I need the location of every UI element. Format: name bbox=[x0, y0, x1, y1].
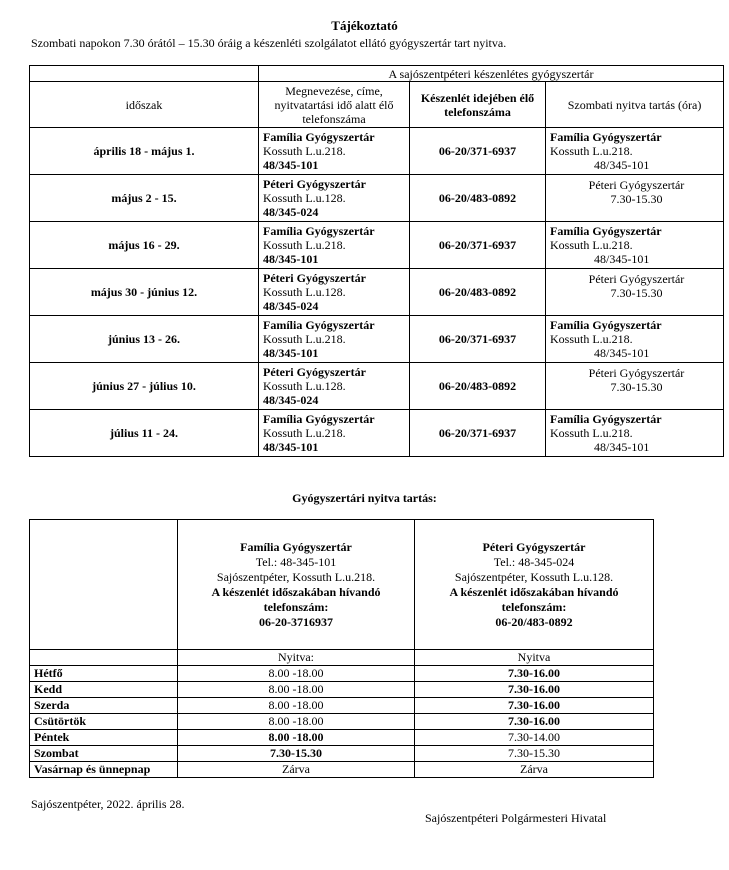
group-header: A sajószentpéteri készenlétes gyógyszertár bbox=[259, 66, 724, 82]
day-row bbox=[30, 762, 654, 778]
period-cell: május 30 - június 12. bbox=[30, 269, 259, 316]
familia-hours: 8.00 -18.00 bbox=[178, 682, 415, 698]
period-cell: június 27 - július 10. bbox=[30, 363, 259, 410]
day-row bbox=[30, 714, 654, 730]
schedule-row bbox=[30, 363, 724, 410]
day-name: Vasárnap és ünnepnap bbox=[30, 762, 178, 778]
day-row bbox=[30, 730, 654, 746]
period-cell: július 11 - 24. bbox=[30, 410, 259, 457]
saturday-cell bbox=[546, 128, 724, 175]
pharmacy-peteri-info bbox=[415, 520, 654, 650]
pharmacy-name: Péteri Gyógyszertár bbox=[263, 177, 366, 191]
pharmacy-name: Péteri Gyógyszertár bbox=[263, 271, 366, 285]
schedule-row bbox=[30, 128, 724, 175]
saturday-cell bbox=[546, 175, 724, 222]
pharmacy-name: Família Gyógyszertár bbox=[263, 318, 375, 332]
familia-hours: 7.30-15.30 bbox=[178, 746, 415, 762]
pharmacy-peteri-note: A készenlét időszakában hívandó telefonszám: bbox=[449, 584, 619, 614]
familia-hours: 8.00 -18.00 bbox=[178, 714, 415, 730]
saturday-pharmacy-name: Péteri Gyógyszertár bbox=[588, 178, 685, 192]
peteri-hours: 7.30-15.30 bbox=[415, 746, 654, 762]
place-date: Sajószentpéter, 2022. április 28. bbox=[31, 797, 185, 811]
pharmacy-cell bbox=[259, 410, 410, 457]
saturday-pharmacy-address: Kossuth L.u.218. bbox=[550, 238, 633, 252]
day-row bbox=[30, 698, 654, 714]
period-cell: május 2 - 15. bbox=[30, 175, 259, 222]
familia-hours: 8.00 -18.00 bbox=[178, 730, 415, 746]
peteri-hours: 7.30-16.00 bbox=[415, 714, 654, 730]
open-label-peteri: Nyitva bbox=[415, 650, 654, 666]
saturday-hours: 7.30-15.30 bbox=[610, 192, 663, 206]
saturday-cell bbox=[546, 269, 724, 316]
saturday-pharmacy-address: Kossuth L.u.218. bbox=[550, 426, 633, 440]
pharmacy-familia-address: Sajószentpéter, Kossuth L.u.218. bbox=[216, 569, 376, 584]
schedule-row bbox=[30, 175, 724, 222]
pharmacy-familia-info bbox=[178, 520, 415, 650]
pharmacy-tel: 48/345-101 bbox=[263, 346, 319, 360]
schedule-row bbox=[30, 222, 724, 269]
period-cell: június 13 - 26. bbox=[30, 316, 259, 363]
pharmacy-familia-name: Família Gyógyszertár bbox=[240, 539, 352, 554]
saturday-pharmacy-tel: 48/345-101 bbox=[594, 346, 650, 360]
saturday-pharmacy-tel: 48/345-101 bbox=[594, 252, 650, 266]
saturday-pharmacy-name: Família Gyógyszertár bbox=[550, 412, 662, 426]
opening-subtitle: Gyógyszertári nyitva tartás: bbox=[292, 491, 437, 505]
pharmacy-tel: 48/345-101 bbox=[263, 252, 319, 266]
familia-hours: 8.00 -18.00 bbox=[178, 666, 415, 682]
schedule-row bbox=[30, 410, 724, 457]
day-name: Csütörtök bbox=[30, 714, 178, 730]
period-cell: április 18 - május 1. bbox=[30, 128, 259, 175]
document-title: Tájékoztató bbox=[331, 18, 398, 33]
saturday-pharmacy-name: Péteri Gyógyszertár bbox=[588, 366, 685, 380]
duty-phone-cell: 06-20/371-6937 bbox=[410, 410, 546, 457]
pharmacy-address: Kossuth L.u.218. bbox=[263, 238, 346, 252]
saturday-pharmacy-name: Família Gyógyszertár bbox=[550, 318, 662, 332]
open-label-empty bbox=[30, 650, 178, 666]
saturday-pharmacy-tel: 48/345-101 bbox=[594, 158, 650, 172]
open-label-familia: Nyitva: bbox=[178, 650, 415, 666]
pharmacy-name: Péteri Gyógyszertár bbox=[263, 365, 366, 379]
schedule-row bbox=[30, 316, 724, 363]
day-name: Szombat bbox=[30, 746, 178, 762]
header-name: Megnevezése, címe, nyitvatartási idő alatt élő telefonszáma bbox=[259, 82, 410, 128]
peteri-hours: 7.30-16.00 bbox=[415, 682, 654, 698]
header-period: időszak bbox=[30, 82, 259, 128]
day-name: Hétfő bbox=[30, 666, 178, 682]
duty-phone-cell: 06-20/483-0892 bbox=[410, 269, 546, 316]
pharmacy-peteri-phone: 06-20/483-0892 bbox=[495, 614, 573, 629]
pharmacy-tel: 48/345-024 bbox=[263, 393, 319, 407]
day-name: Péntek bbox=[30, 730, 178, 746]
intro-text: Szombati napokon 7.30 órától – 15.30 óráig a készenléti szolgálatot ellátó gyógyszertár tart nyitva. bbox=[31, 36, 507, 50]
peteri-hours: 7.30-16.00 bbox=[415, 698, 654, 714]
pharmacy-tel: 48/345-024 bbox=[263, 205, 319, 219]
day-row bbox=[30, 666, 654, 682]
pharmacy-tel: 48/345-024 bbox=[263, 299, 319, 313]
saturday-hours: 7.30-15.30 bbox=[610, 286, 663, 300]
pharmacy-peteri-tel: Tel.: 48-345-024 bbox=[493, 554, 575, 569]
pharmacy-address: Kossuth L.u.128. bbox=[263, 379, 346, 393]
schedule-row bbox=[30, 269, 724, 316]
pharmacy-address: Kossuth L.u.218. bbox=[263, 144, 346, 158]
pharmacy-familia-tel: Tel.: 48-345-101 bbox=[255, 554, 337, 569]
pharmacy-cell bbox=[259, 316, 410, 363]
saturday-cell bbox=[546, 410, 724, 457]
saturday-pharmacy-tel: 48/345-101 bbox=[594, 440, 650, 454]
pharmacy-familia-phone: 06-20-3716937 bbox=[259, 614, 333, 629]
day-name: Kedd bbox=[30, 682, 178, 698]
header-phone: Készenlét idejében élő telefonszáma bbox=[410, 82, 546, 128]
peteri-hours: Zárva bbox=[415, 762, 654, 778]
saturday-pharmacy-address: Kossuth L.u.218. bbox=[550, 332, 633, 346]
pharmacy-cell bbox=[259, 269, 410, 316]
saturday-cell bbox=[546, 363, 724, 410]
empty-corner-cell bbox=[30, 520, 178, 650]
pharmacy-address: Kossuth L.u.218. bbox=[263, 332, 346, 346]
pharmacy-familia-note: A készenlét időszakában hívandó telefonszám: bbox=[211, 584, 381, 614]
saturday-pharmacy-name: Família Gyógyszertár bbox=[550, 224, 662, 238]
saturday-pharmacy-name: Péteri Gyógyszertár bbox=[588, 272, 685, 286]
duty-phone-cell: 06-20/371-6937 bbox=[410, 128, 546, 175]
pharmacy-tel: 48/345-101 bbox=[263, 440, 319, 454]
pharmacy-peteri-name: Péteri Gyógyszertár bbox=[482, 539, 586, 554]
pharmacy-cell bbox=[259, 175, 410, 222]
empty-header-cell bbox=[30, 66, 259, 82]
pharmacy-peteri-address: Sajószentpéter, Kossuth L.u.128. bbox=[454, 569, 614, 584]
saturday-cell bbox=[546, 316, 724, 363]
pharmacy-address: Kossuth L.u.218. bbox=[263, 426, 346, 440]
saturday-pharmacy-address: Kossuth L.u.218. bbox=[550, 144, 633, 158]
duty-schedule-table bbox=[29, 65, 724, 457]
saturday-hours: 7.30-15.30 bbox=[610, 380, 663, 394]
saturday-pharmacy-name: Família Gyógyszertár bbox=[550, 130, 662, 144]
peteri-hours: 7.30-16.00 bbox=[415, 666, 654, 682]
opening-hours-table bbox=[29, 519, 654, 778]
saturday-cell bbox=[546, 222, 724, 269]
issuer: Sajószentpéteri Polgármesteri Hivatal bbox=[425, 811, 607, 825]
duty-phone-cell: 06-20/483-0892 bbox=[410, 175, 546, 222]
day-name: Szerda bbox=[30, 698, 178, 714]
pharmacy-name: Família Gyógyszertár bbox=[263, 412, 375, 426]
pharmacy-name: Família Gyógyszertár bbox=[263, 224, 375, 238]
duty-phone-cell: 06-20/371-6937 bbox=[410, 316, 546, 363]
peteri-hours: 7.30-14.00 bbox=[415, 730, 654, 746]
familia-hours: Zárva bbox=[178, 762, 415, 778]
pharmacy-address: Kossuth L.u.128. bbox=[263, 191, 346, 205]
day-row bbox=[30, 682, 654, 698]
period-cell: május 16 - 29. bbox=[30, 222, 259, 269]
pharmacy-name: Família Gyógyszertár bbox=[263, 130, 375, 144]
duty-phone-cell: 06-20/371-6937 bbox=[410, 222, 546, 269]
pharmacy-address: Kossuth L.u.128. bbox=[263, 285, 346, 299]
day-row bbox=[30, 746, 654, 762]
duty-phone-cell: 06-20/483-0892 bbox=[410, 363, 546, 410]
pharmacy-tel: 48/345-101 bbox=[263, 158, 319, 172]
familia-hours: 8.00 -18.00 bbox=[178, 698, 415, 714]
header-saturday: Szombati nyitva tartás (óra) bbox=[546, 82, 724, 128]
pharmacy-cell bbox=[259, 222, 410, 269]
pharmacy-cell bbox=[259, 128, 410, 175]
pharmacy-cell bbox=[259, 363, 410, 410]
